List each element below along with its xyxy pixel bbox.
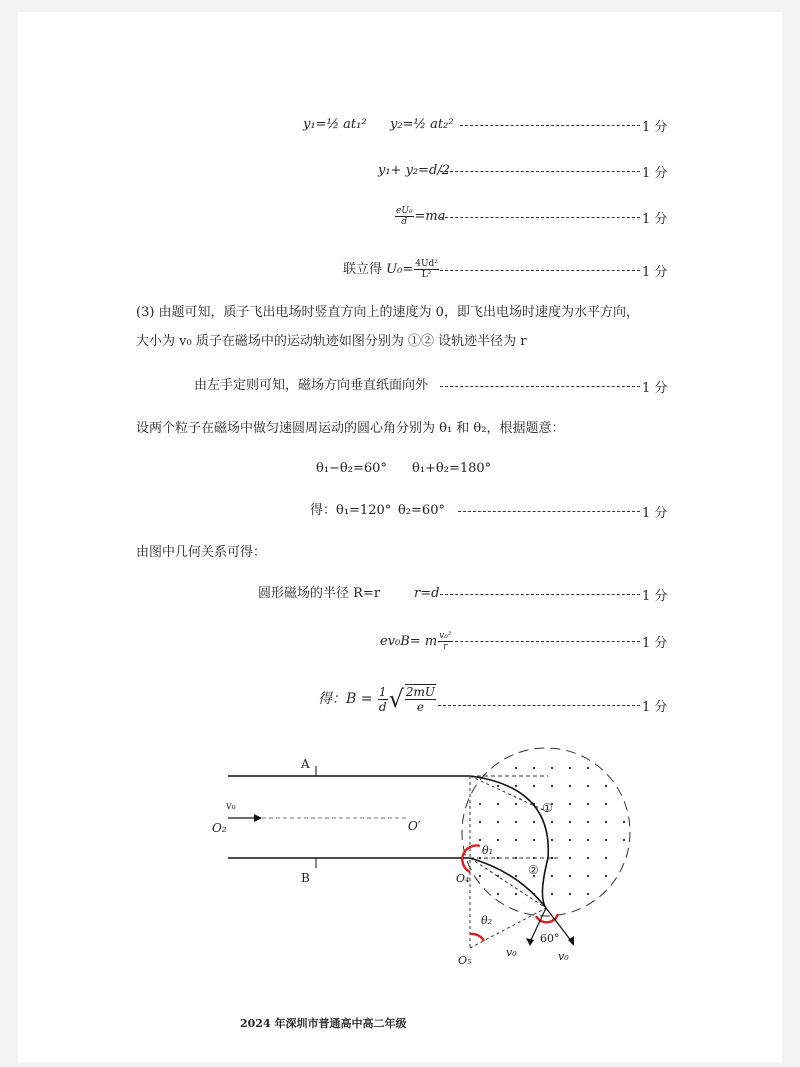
footer-text: 2024 年深圳市普通高中高二年级	[240, 1017, 407, 1030]
eq-sum: y₁+ y₂=d/2	[378, 163, 451, 178]
field-dot	[551, 839, 553, 841]
hand-rule-text: 由左手定则可知，磁场方向垂直纸面向外	[194, 378, 429, 393]
label-path-1: ①	[542, 801, 553, 815]
field-dot	[587, 785, 589, 787]
field-dot	[551, 767, 553, 769]
field-dot	[497, 803, 499, 805]
radicand-numerator: 2mU	[405, 685, 435, 699]
sqrt-sign: √	[388, 685, 404, 713]
field-dot	[569, 875, 571, 877]
eq-lhs: U₀=	[386, 262, 414, 277]
field-dot	[515, 875, 517, 877]
label-o-prime: O′	[408, 819, 421, 833]
field-dot	[551, 893, 553, 895]
eq-angle-sum: θ₁+θ₂=180°	[412, 461, 492, 476]
field-dot	[605, 821, 607, 823]
field-dot	[623, 839, 625, 841]
eq-y2: y₂=½ at₂²	[390, 117, 454, 132]
field-dot	[479, 821, 481, 823]
field-dot	[497, 821, 499, 823]
score-label: 1 分	[642, 506, 668, 521]
field-dot	[587, 839, 589, 841]
eq-lhs: 得：B =	[318, 691, 373, 707]
field-dot	[479, 857, 481, 859]
label-b: B	[301, 871, 310, 885]
field-dot	[515, 839, 517, 841]
radicand-denominator: e	[416, 700, 424, 714]
label-v0-bottom-2: v₀	[558, 950, 569, 963]
fraction-denominator: L²	[421, 270, 432, 280]
field-dot	[587, 821, 589, 823]
field-dot	[497, 893, 499, 895]
label-a: A	[301, 757, 310, 771]
field-dot	[551, 875, 553, 877]
field-dot	[533, 767, 535, 769]
field-dot	[533, 785, 535, 787]
score-label: 1 分	[642, 381, 668, 396]
field-dot	[587, 803, 589, 805]
fraction-numerator: eU₀	[396, 206, 413, 216]
field-dot	[515, 893, 517, 895]
field-dot	[515, 857, 517, 859]
label-o5: O₅	[458, 954, 472, 967]
eq-theta2: θ₂=60°	[398, 503, 445, 518]
fraction-numerator: 1	[378, 684, 387, 699]
field-dot	[605, 857, 607, 859]
field-dot	[569, 893, 571, 895]
eq-y1: y₁=½ at₁²	[303, 117, 367, 132]
field-dot	[515, 803, 517, 805]
field-dots	[479, 767, 625, 895]
label-theta1: θ₁	[482, 844, 494, 857]
field-dot	[515, 785, 517, 787]
field-dot	[605, 803, 607, 805]
label-v0-bottom-1: v₀	[506, 946, 517, 959]
magnetic-field-diagram	[18, 12, 782, 1062]
text-prefix: 联立得	[343, 262, 383, 277]
eq-radius: 圆形磁场的半径 R=r	[258, 586, 381, 601]
fraction-denominator: d	[378, 699, 387, 714]
arrow-head	[254, 814, 262, 822]
field-dot	[551, 785, 553, 787]
field-dot	[497, 857, 499, 859]
field-dot	[569, 821, 571, 823]
field-dot	[569, 839, 571, 841]
angle-intro: 设两个粒子在磁场中做匀速圆周运动的圆心角分别为 θ₁ 和 θ₂，根据题意：	[136, 421, 565, 436]
field-dot	[605, 839, 607, 841]
exam-page	[18, 12, 782, 1062]
field-dot	[569, 767, 571, 769]
score-label: 1 分	[642, 636, 668, 651]
field-dot	[569, 785, 571, 787]
label-v0-left: v₀	[226, 801, 236, 812]
paragraph-3-cont: 大小为 v₀ 质子在磁场中的运动轨迹如图分别为 ①② 设轨迹半径为 r	[136, 334, 527, 349]
field-dot	[587, 767, 589, 769]
label-theta2: θ₂	[481, 914, 493, 927]
field-dot	[587, 857, 589, 859]
geometry-intro: 由图中几何关系可得：	[136, 545, 267, 560]
arrow-head	[526, 938, 534, 946]
label-o4: O₄	[456, 872, 470, 885]
score-label: 1 分	[642, 265, 668, 280]
field-dot	[533, 821, 535, 823]
theta2-arc	[470, 934, 484, 941]
score-label: 1 分	[642, 589, 668, 604]
field-dot	[569, 803, 571, 805]
field-dot	[623, 821, 625, 823]
field-dot	[605, 785, 607, 787]
label-path-2: ②	[528, 863, 539, 877]
fraction-denominator: d	[401, 217, 408, 227]
score-label: 1 分	[642, 212, 668, 227]
field-dot	[551, 821, 553, 823]
radius-line	[470, 776, 548, 812]
label-o2: O₂	[212, 821, 227, 835]
trajectory-1	[470, 776, 548, 908]
fraction-numerator: 4Ud²	[415, 259, 438, 269]
field-dot	[479, 839, 481, 841]
label-60-deg: 60°	[540, 932, 560, 945]
fraction-denominator: r	[443, 642, 448, 652]
field-dot	[479, 803, 481, 805]
field-dot	[515, 767, 517, 769]
eq-lhs: ev₀B= m	[380, 634, 438, 649]
field-dot	[515, 821, 517, 823]
field-dot	[497, 785, 499, 787]
field-dot	[479, 875, 481, 877]
eq-r-d: r=d	[414, 586, 440, 601]
field-dot	[533, 857, 535, 859]
eq-theta1: 得：θ₁=120°	[310, 503, 392, 518]
score-label: 1 分	[642, 166, 668, 181]
paragraph-3: (3) 由题可知，质子飞出电场时竖直方向上的速度为 0，即飞出电场时速度为水平方向，	[136, 305, 639, 320]
field-dot	[605, 875, 607, 877]
field-dot	[587, 875, 589, 877]
field-dot	[497, 839, 499, 841]
score-label: 1 分	[642, 120, 668, 135]
field-dot	[587, 893, 589, 895]
eq-rest: =ma	[414, 209, 446, 224]
fraction-numerator: v₀²	[439, 631, 452, 641]
field-dot	[569, 857, 571, 859]
eq-angle-diff: θ₁−θ₂=60°	[316, 461, 387, 476]
field-dot	[533, 839, 535, 841]
score-label: 1 分	[642, 700, 668, 715]
field-dot	[551, 857, 553, 859]
